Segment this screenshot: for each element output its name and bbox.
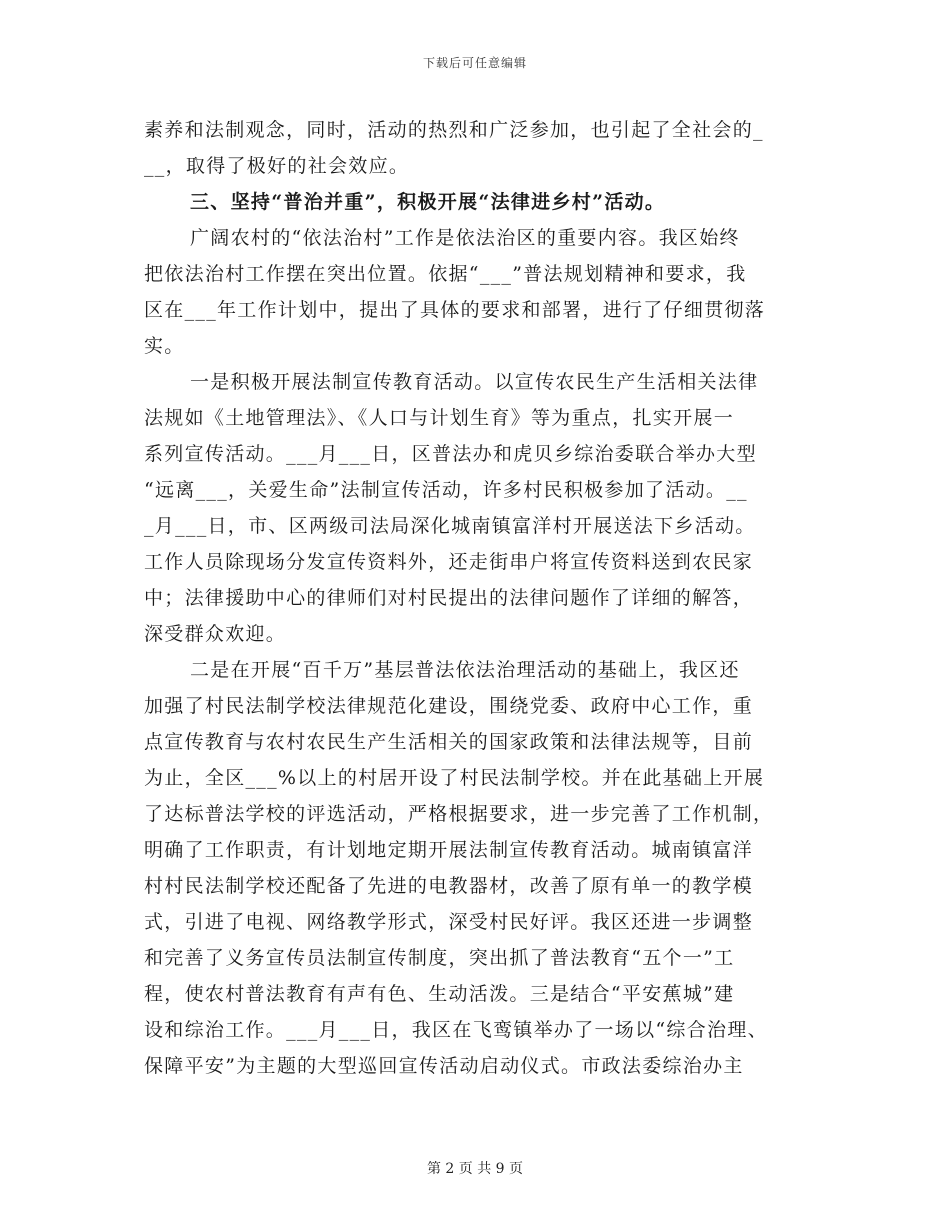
text-line: 素养和法制观念，同时，活动的热烈和广泛参加，也引起了全社会的_ <box>144 119 764 141</box>
text-line: 点宣传教育与农村农民生产生活相关的国家政策和法律法规等，目前 <box>144 731 754 753</box>
text-line: 工作人员除现场分发宣传资料外，还走街串户将宣传资料送到农民家 <box>144 551 754 573</box>
text-line: _月___日，市、区两级司法局深化城南镇富洋村开展送法下乡活动。 <box>144 515 756 537</box>
text-line: 三、坚持“普治并重”，积极开展“法律进乡村”活动。 <box>190 191 666 213</box>
text-line: 实。 <box>144 335 185 357</box>
text-line: 了达标普法学校的评选活动，严格根据要求，进一步完善了工作机制， <box>144 803 774 825</box>
text-line: 设和综治工作。___月___日，我区在飞鸾镇举办了一场以“综合治理、 <box>144 1019 768 1041</box>
text-line: 中；法律援助中心的律师们对村民提出的法律问题作了详细的解答， <box>144 587 754 609</box>
text-line: 区在___年工作计划中，提出了具体的要求和部署，进行了仔细贯彻落 <box>144 299 766 321</box>
page-footer: 第 2 页 共 9 页 <box>426 1161 524 1177</box>
text-line: 为止，全区___%以上的村居开设了村民法制学校。并在此基础上开展 <box>144 767 765 789</box>
text-line: 广阔农村的“依法治村”工作是依法治区的重要内容。我区始终 <box>190 227 740 249</box>
text-line: “远离___，关爱生命”法制宣传活动，许多村民积极参加了活动。__ <box>144 479 748 501</box>
text-line: 和完善了义务宣传员法制宣传制度，突出抓了普法教育“五个一”工 <box>144 947 735 969</box>
text-line: 二是在开展“百千万”基层普法依法治理活动的基础上，我区还 <box>190 659 740 681</box>
text-line: 加强了村民法制学校法律规范化建设，围绕党委、政府中心工作，重 <box>144 695 754 717</box>
text-line: 一是积极开展法制宣传教育活动。以宣传农民生产生活相关法律 <box>190 371 759 393</box>
text-line: 式，引进了电视、网络教学形式，深受村民好评。我区还进一步调整 <box>144 911 754 933</box>
text-line: 明确了工作职责，有计划地定期开展法制宣传教育活动。城南镇富洋 <box>144 839 754 861</box>
text-line: __，取得了极好的社会效应。 <box>144 155 410 177</box>
text-line: 深受群众欢迎。 <box>144 623 287 645</box>
text-line: 把依法治村工作摆在突出位置。依据“___”普法规划精神和要求，我 <box>144 263 747 285</box>
text-line: 村村民法制学校还配备了先进的电教器材，改善了原有单一的教学模 <box>144 875 754 897</box>
text-line: 系列宣传活动。___月___日，区普法办和虎贝乡综治委联合举办大型 <box>144 443 757 465</box>
text-line: 程，使农村普法教育有声有色、生动活泼。三是结合“平安蕉城”建 <box>144 983 735 1005</box>
page-header: 下载后可任意编辑 <box>422 56 527 70</box>
text-line: 保障平安”为主题的大型巡回宣传活动启动仪式。市政法委综治办主 <box>144 1055 744 1077</box>
text-line: 法规如《土地管理法》、《人口与计划生育》等为重点，扎实开展一 <box>144 407 735 429</box>
document-body <box>144 112 808 1084</box>
